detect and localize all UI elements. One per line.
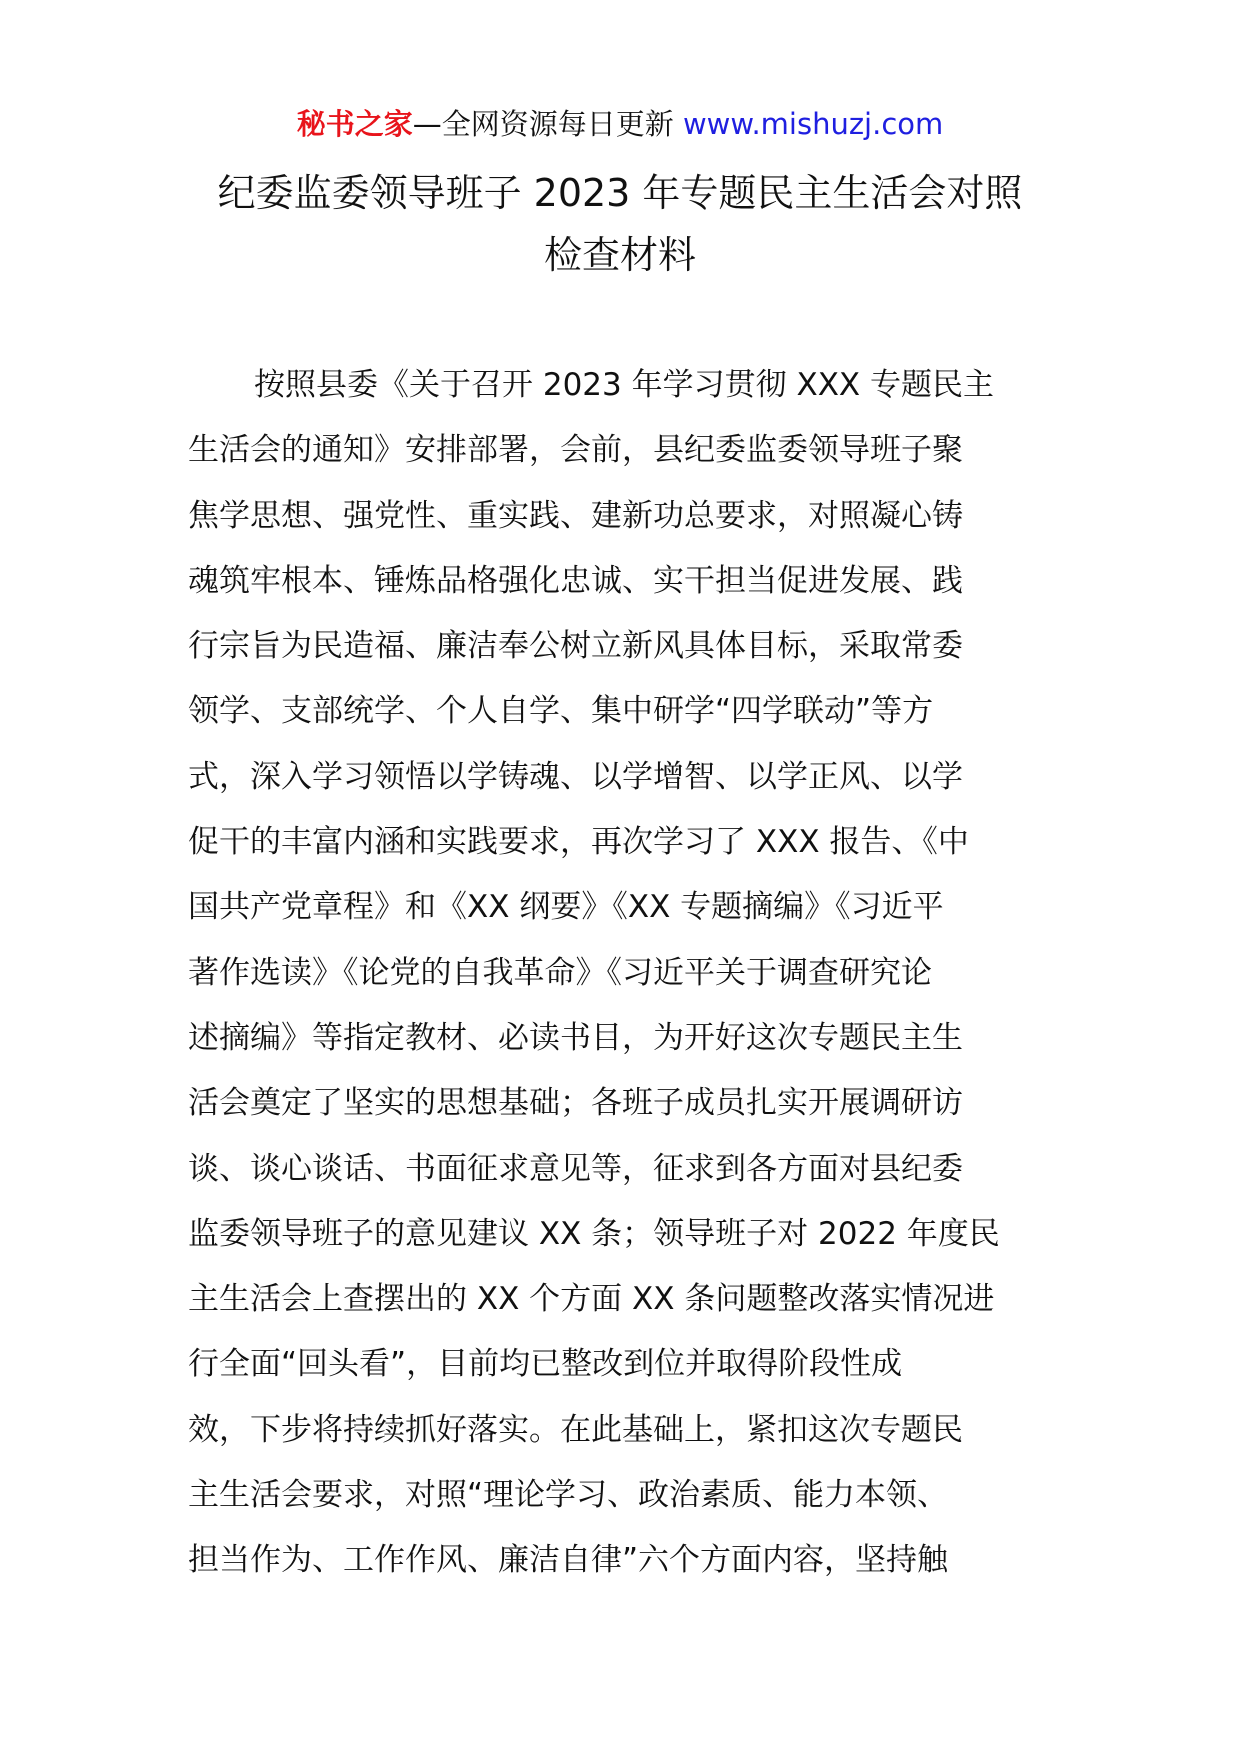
paragraph-line: 按照县委《关于召开 2023 年学习贯彻 XXX 专题民主 xyxy=(254,367,995,403)
paragraph-line: 著作选读》《论党的自我革命》《习近平关于调查研究论 xyxy=(188,954,932,991)
paragraph-line: 国共产党章程》和《XX 纲要》《XX 专题摘编》《习近平 xyxy=(188,889,944,926)
header-tagline: —全网资源每日更新 xyxy=(412,107,674,141)
site-url-link[interactable]: www.mishuzj.com xyxy=(682,107,944,141)
paragraph-line: 魂筑牢根本、锤炼品格强化忠诚、实干担当促进发展、践 xyxy=(188,562,963,599)
paragraph-line: 担当作为、工作作风、廉洁自律”六个方面内容，坚持触 xyxy=(188,1542,949,1579)
paragraph-line: 焦学思想、强党性、重实践、建新功总要求，对照凝心铸 xyxy=(188,497,963,534)
paragraph-line: 领学、支部统学、个人自学、集中研学“四学联动”等方 xyxy=(188,693,934,730)
body-paragraph xyxy=(188,353,1048,1594)
document-title xyxy=(150,162,1090,286)
site-header xyxy=(0,102,1240,146)
title-line-1: 纪委监委领导班子 2023 年专题民主生活会对照 xyxy=(217,171,1023,215)
paragraph-line: 述摘编》等指定教材、必读书目，为开好这次专题民主生 xyxy=(188,1019,963,1056)
paragraph-line: 行宗旨为民造福、廉洁奉公树立新风具体目标，采取常委 xyxy=(188,628,963,665)
paragraph-line: 主生活会上查摆出的 XX 个方面 XX 条问题整改落实情况进 xyxy=(188,1281,995,1318)
paragraph-line: 促干的丰富内涵和实践要求，再次学习了 XXX 报告、《中 xyxy=(188,824,969,861)
paragraph-line: 监委领导班子的意见建议 XX 条；领导班子对 2022 年度民 xyxy=(188,1215,1000,1252)
paragraph-line: 生活会的通知》安排部署，会前，县纪委监委领导班子聚 xyxy=(188,432,963,469)
paragraph-line: 谈、谈心谈话、书面征求意见等，征求到各方面对县纪委 xyxy=(188,1150,963,1187)
paragraph-line: 活会奠定了坚实的思想基础；各班子成员扎实开展调研访 xyxy=(188,1085,963,1122)
title-line-2: 检查材料 xyxy=(543,233,696,277)
paragraph-line: 行全面“回头看”，目前均已整改到位并取得阶段性成 xyxy=(188,1346,903,1383)
paragraph-line: 式，深入学习领悟以学铸魂、以学增智、以学正风、以学 xyxy=(188,758,963,795)
paragraph-line: 效，下步将持续抓好落实。在此基础上，紧扣这次专题民 xyxy=(188,1411,963,1448)
paragraph-line: 主生活会要求，对照“理论学习、政治素质、能力本领、 xyxy=(188,1477,949,1514)
brand-name: 秘书之家 xyxy=(296,107,413,141)
